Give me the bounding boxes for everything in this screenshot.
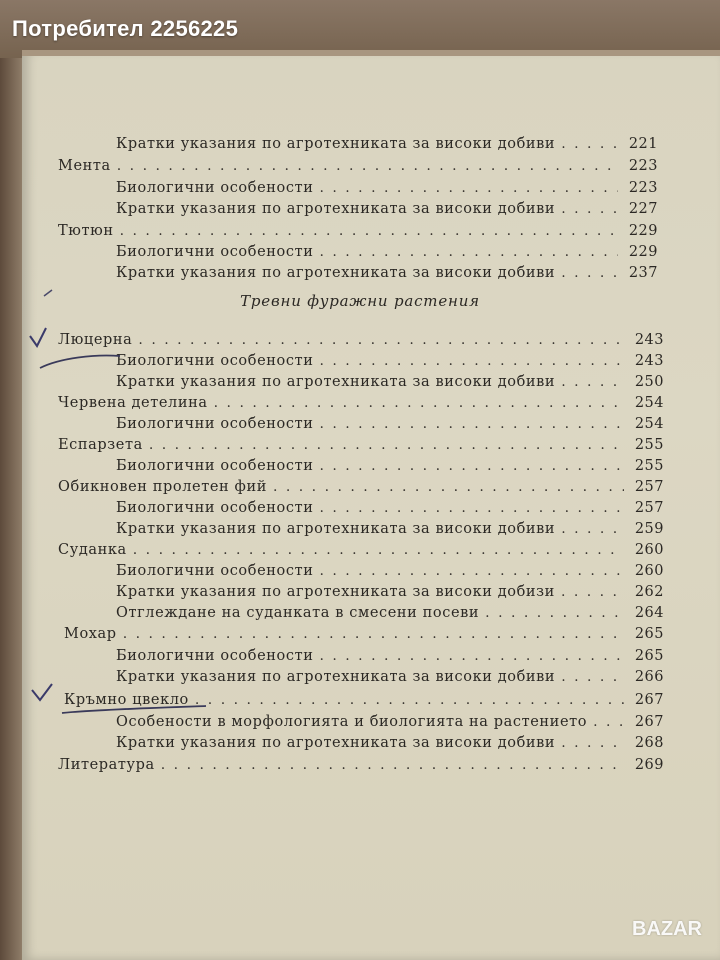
toc-entry-page: 221	[628, 136, 658, 152]
toc-entry-page: 259	[634, 521, 664, 537]
toc-entry-title: Кратки указания по агротехниката за високи добиви	[116, 136, 556, 152]
pen-underline	[40, 356, 120, 369]
toc-entry-page: 268	[634, 735, 664, 751]
toc-entry-title: Кратки указания по агротехниката за високи добиви	[116, 265, 556, 281]
toc-entry-page: 260	[634, 542, 664, 558]
pen-tick-mark	[44, 290, 52, 296]
pen-checkmark	[32, 684, 52, 700]
toc-entry-page: 254	[634, 395, 664, 411]
toc-entry-title: Люцерна	[58, 332, 133, 348]
toc-entry-title: Литература	[58, 757, 155, 773]
toc-entry-page: 264	[634, 605, 664, 621]
toc-entry-title: Кратки указания по агротехниката за високи добиви	[116, 374, 556, 390]
toc-entry-title: Кратки указания по агротехниката за високи добиви	[116, 521, 556, 537]
toc-entry-page: 229	[628, 244, 658, 260]
toc-entry-title: Биологични особености	[116, 563, 314, 579]
pen-checkmark	[30, 328, 46, 346]
toc-entry-page: 265	[634, 648, 664, 664]
toc-entry-title: Кратки указания по агротехниката за високи добизи	[116, 584, 555, 600]
toc-entry-page: 223	[628, 158, 658, 174]
pen-underline	[62, 706, 206, 713]
toc-entry-title: Обикновен пролетен фий	[58, 479, 267, 495]
toc-entry-page: 223	[628, 180, 658, 196]
toc-entry-page: 250	[634, 374, 664, 390]
bazar-logo: BAZAR	[632, 918, 702, 940]
toc-entry-page: 254	[634, 416, 664, 432]
toc-entry-title: Червена детелина	[58, 395, 208, 411]
toc-entry-title: Биологични особености	[116, 180, 314, 196]
toc-entry-page: 267	[634, 714, 664, 730]
section-heading: Тревни фуражни растения	[240, 292, 480, 310]
toc-entry-page: 243	[634, 332, 664, 348]
toc-entry-page: 265	[634, 626, 664, 642]
toc-entry-title: Мента	[58, 158, 111, 174]
toc-entry-title: Отглеждане на суданката в смесени посеви	[116, 605, 480, 621]
toc-entry-title: Еспарзета	[58, 437, 143, 453]
toc-entry-page: 260	[634, 563, 664, 579]
toc-entry-page: 262	[634, 584, 664, 600]
toc-entry-title: Кратки указания по агротехниката за високи добиви	[116, 201, 556, 217]
toc-entry-title: Биологични особености	[116, 416, 314, 432]
toc-entry-title: Особености в морфологията и биологията на растението	[116, 714, 588, 730]
toc-entry-title: Мохар	[64, 626, 117, 642]
toc-entry-title: Кръмно цвекло	[64, 692, 189, 708]
toc-entry-page: 257	[634, 500, 664, 516]
toc-entry-page: 255	[634, 437, 664, 453]
toc-entry-page: 227	[628, 201, 658, 217]
toc-entry-page: 229	[628, 223, 658, 239]
toc-entry-page: 255	[634, 458, 664, 474]
toc-entry-title: Биологични особености	[116, 500, 314, 516]
toc-entry-title: Биологични особености	[116, 353, 314, 369]
toc-entry-page: 237	[628, 265, 658, 281]
toc-entry-title: Биологични особености	[116, 458, 314, 474]
toc-entry-page: 257	[634, 479, 664, 495]
toc-entry-title: Биологични особености	[116, 648, 314, 664]
toc-entry-title: Тютюн	[58, 223, 114, 239]
toc-entry-page: 243	[634, 353, 664, 369]
toc-entry-title: Кратки указания по агротехниката за високи добиви	[116, 735, 556, 751]
toc-entry-title: Суданка	[58, 542, 127, 558]
toc-entry-title: Биологични особености	[116, 244, 314, 260]
toc-entry-page: 269	[634, 757, 664, 773]
user-watermark: Потребител 2256225	[12, 16, 239, 41]
toc-entry-title: Кратки указания по агротехниката за високи добиви	[116, 669, 556, 685]
toc-entry-page: 266	[634, 669, 664, 685]
toc-entry-page: 267	[634, 692, 664, 708]
